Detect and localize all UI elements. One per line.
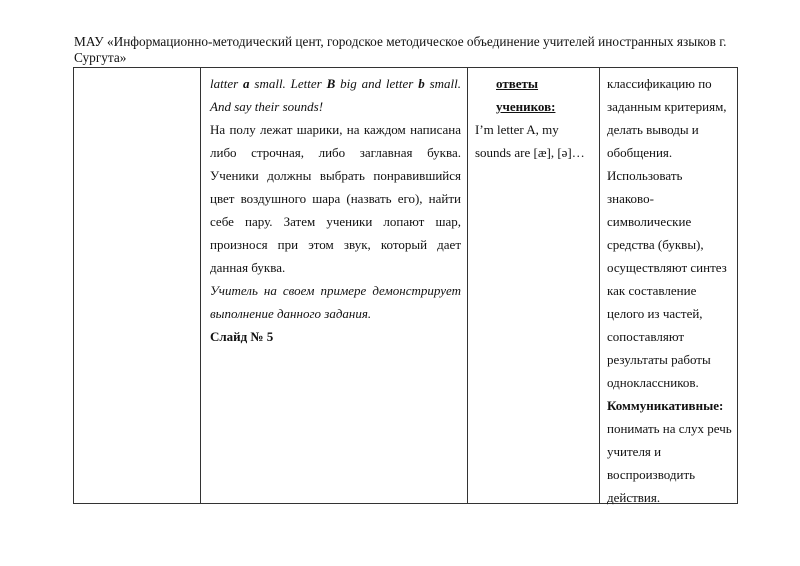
description-line: себе пару. Затем ученики лопают шар, <box>210 214 461 229</box>
description-line: данная буква. <box>210 260 286 275</box>
competency-line: знаково- <box>607 191 654 206</box>
competency-line: результаты работы <box>607 352 711 367</box>
text: b <box>418 76 425 91</box>
instruction-line <box>210 72 461 95</box>
competencies-cell <box>607 72 737 509</box>
competency-line: осуществляют синтез <box>607 260 727 275</box>
competency-line: учителя и <box>607 444 662 459</box>
competency-line: обобщения. <box>607 145 673 160</box>
description-line: либо строчная, либо заглавная буква. <box>210 145 461 160</box>
lesson-table <box>73 67 738 504</box>
competency-line: целого из частей, <box>607 306 703 321</box>
answer-line: sounds are [æ], [ə]… <box>475 145 585 160</box>
teacher-note-line: Учитель на своем примере демонстрирует <box>210 283 461 298</box>
answer-line: I’m letter A, my <box>475 122 559 137</box>
text: small. <box>424 76 462 91</box>
header-line-2: Сургута» <box>74 50 127 65</box>
student-answers-cell <box>475 72 595 164</box>
competency-line: заданным критериям, <box>607 99 727 114</box>
competency-line: символические <box>607 214 692 229</box>
competency-line: понимать на слух речь <box>607 421 732 436</box>
description-line: произнося при этом звук, который дает <box>210 237 461 252</box>
competency-line: Использовать <box>607 168 683 183</box>
text: big and letter <box>335 76 419 91</box>
communicative-heading: Коммуникативные: <box>607 398 724 413</box>
competency-line: как составление <box>607 283 697 298</box>
competency-line: сопоставляют <box>607 329 685 344</box>
text: small. Letter <box>249 76 327 91</box>
instruction-line: And say their sounds! <box>210 99 324 114</box>
column-divider <box>200 68 201 503</box>
column-divider <box>599 68 600 503</box>
text: a <box>243 76 250 91</box>
answers-heading: учеников: <box>496 99 556 114</box>
description-line: Ученики должны выбрать понравившийся <box>210 168 461 183</box>
header-line-1: МАУ «Информационно-методический цент, городское методическое объединение учителей иностранных языков г. <box>74 34 727 49</box>
description-line: На полу лежат шарики, на каждом написана <box>210 122 461 137</box>
competency-line: классификацию по <box>607 76 712 91</box>
competency-line: воспроизводить <box>607 467 696 482</box>
teacher-note-line: выполнение данного задания. <box>210 306 372 321</box>
activity-cell <box>210 72 461 348</box>
competency-line: средства (буквы), <box>607 237 704 252</box>
text: B <box>326 76 336 91</box>
competency-line: делать выводы и <box>607 122 699 137</box>
competency-line: действия. <box>607 490 661 505</box>
description-line: цвет воздушного шара (назвать его), найти <box>210 191 461 206</box>
slide-number: Слайд № 5 <box>210 329 274 344</box>
competency-line: одноклассников. <box>607 375 699 390</box>
column-divider <box>467 68 468 503</box>
text: latter <box>210 76 244 91</box>
answers-heading: ответы <box>496 76 539 91</box>
